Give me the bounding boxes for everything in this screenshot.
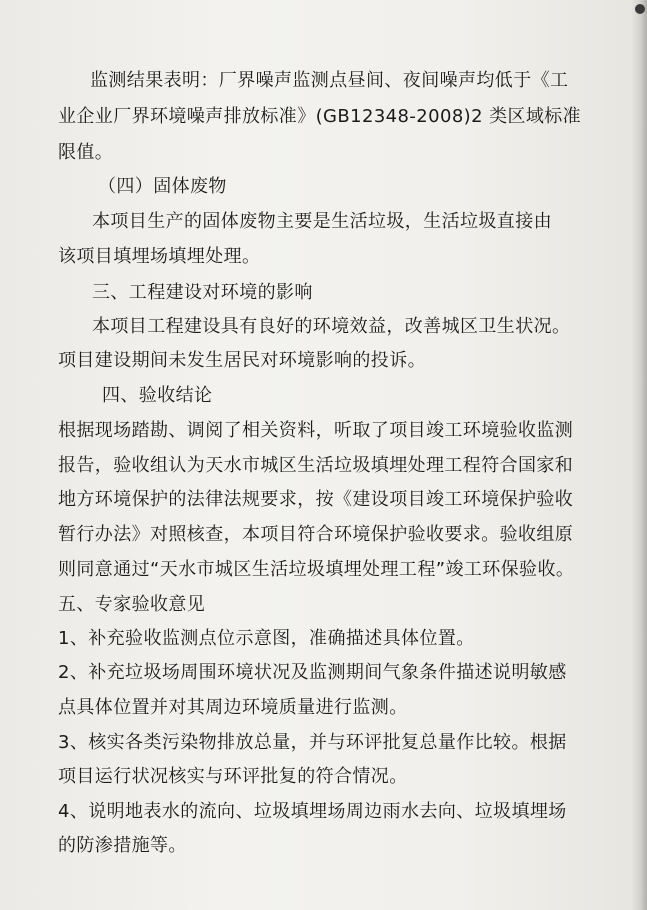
section-heading: （四）固体废物 (98, 176, 227, 197)
doc-line: 报告，验收组认为天水市城区生活垃圾填埋处理工程符合国家和 (58, 455, 574, 476)
doc-line: 本项目生产的固体废物主要是生活垃圾，生活垃圾直接由 (92, 211, 552, 232)
doc-line: 1、补充验收监测点位示意图，准确描述具体位置。 (58, 628, 475, 649)
doc-line: 2、补充垃圾场周围环境状况及监测期间气象条件描述说明敏感 (58, 662, 567, 683)
punch-hole (635, 4, 645, 14)
section-heading: 四、验收结论 (102, 385, 213, 406)
doc-line: 项目建设期间未发生居民对环境影响的投诉。 (58, 350, 426, 371)
section-heading: 三、工程建设对环境的影响 (92, 282, 313, 303)
section-heading: 五、专家验收意见 (58, 594, 206, 615)
doc-line: 限值。 (58, 142, 114, 163)
doc-line: 根据现场踏勘、调阅了相关资料，听取了项目竣工环境验收监测 (58, 420, 574, 441)
doc-line: 该项目填埋场填埋处理。 (58, 246, 261, 267)
page-edge-shadow (631, 0, 647, 910)
doc-line: 地方环境保护的法律法规要求，按《建设项目竣工环境保护验收 (58, 489, 574, 510)
doc-line: 点具体位置并对其周边环境质量进行监测。 (58, 697, 408, 718)
doc-line: 业企业厂界环境噪声排放标准》(GB12348-2008)2 类区域标准 (58, 106, 582, 127)
doc-line: 监测结果表明：厂界噪声监测点昼间、夜间噪声均低于《工 (90, 70, 569, 91)
doc-line: 本项目工程建设具有良好的环境效益，改善城区卫生状况。 (92, 316, 571, 337)
doc-line: 项目运行状况核实与环评批复的符合情况。 (58, 766, 408, 787)
doc-line: 暂行办法》对照核查，本项目符合环境保护验收要求。验收组原 (58, 524, 574, 545)
doc-line: 3、核实各类污染物排放总量，并与环评批复总量作比较。根据 (58, 732, 567, 753)
doc-line: 的防渗措施等。 (58, 835, 187, 856)
doc-line: 则同意通过“天水市城区生活垃圾填埋处理工程”竣工环保验收。 (58, 559, 575, 580)
doc-line: 4、说明地表水的流向、垃圾填埋场周边雨水去向、垃圾填埋场 (58, 801, 567, 822)
